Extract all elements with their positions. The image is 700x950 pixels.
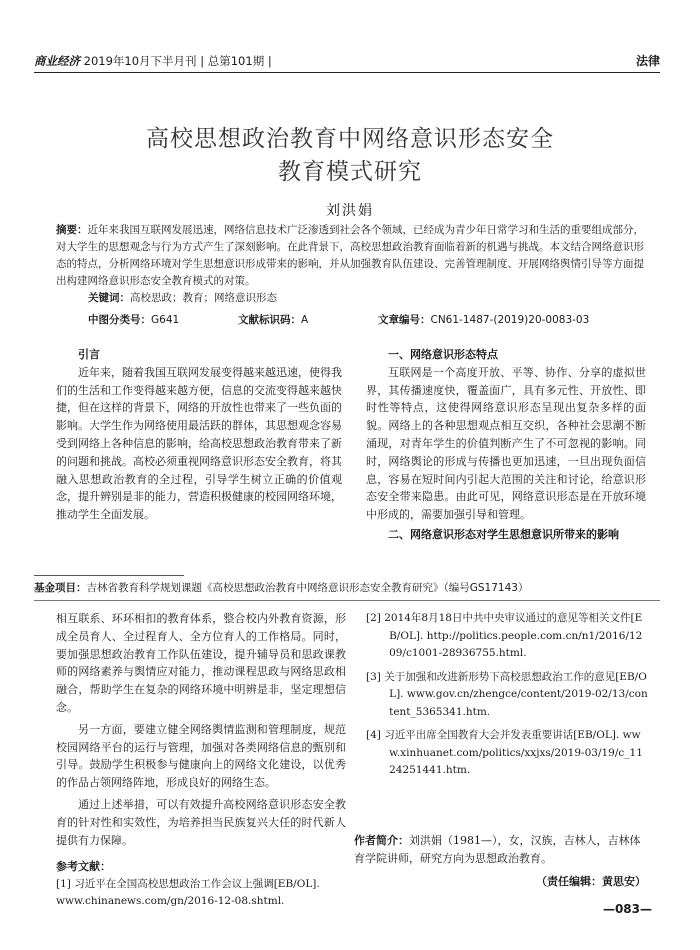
reference-item-2: [2] 2014年8月18日中共中央审议通过的意见等相关文件[EB/OL]. http://politics.people.com.cn/n1/2016/1209/c1001-28936755.html. xyxy=(366,612,643,659)
clc-number xyxy=(88,312,179,327)
article-title-line1: 高校思想政治教育中网络意识形态安全 xyxy=(146,126,554,152)
section1-paragraph: 互联网是一个高度开放、平等、协作、分享的虚拟世界，其传播速度快，覆盖面广，具有多元性、开放性、即时性等特点，这使得网络意识形态呈现出复杂多样的面貌。网络上的各种思想观点相互交织，各种社会思潮不断涌现，对青年学生的价值判断产生了不可忽视的影响。同时，网络舆论的形成与传播也更加迅速，一旦出现负面信息，容易在短时间内引起大范围的关注和讨论，给意识形态安全带来隐患。由此可见，网络意识形态是在开放环境中形成的，需要加强引导和管理。 xyxy=(366,365,646,522)
footnote-rule xyxy=(34,575,184,576)
article-author: 刘洪娟 xyxy=(326,203,374,219)
section1-column xyxy=(366,346,646,544)
document-code xyxy=(238,312,308,327)
header-rule xyxy=(34,72,660,73)
reference-item-1: [1] 习近平在全国高校思想政治工作会议上强调[EB/OL]. www.chinanews.com/gn/2016-12-08.shtml. xyxy=(56,878,320,907)
continued-paragraph-1: 相互联系、环环相扣的教育体系，整合校内外教育资源，形成全员育人、全过程育人、全方位育人的工作格局。同时，要加强思想政治教育工作队伍建设，提升辅导员和思政课教师的网络素养与舆情应对能力，推动课程思政与网络思政相融合，帮助学生在复杂的网络环境中明辨是非，坚定理想信念。 xyxy=(56,612,346,714)
fund-text: 吉林省教育科学规划课题《高校思想政治教育中网络意识形态安全教育研究》（编号GS17143） xyxy=(86,582,529,594)
editor-note: （责任编辑：黄思安） xyxy=(536,875,646,888)
reference-item-4: [4] 习近平出席全国教育大会并发表重要讲话[EB/OL]. www.xinhuanet.com/politics/xxjxs/2019-03/19/c_1124251441.htm. xyxy=(366,729,643,776)
article-title-line2: 教育模式研究 xyxy=(278,159,422,185)
references-title: 参考文献： xyxy=(56,860,111,873)
abstract xyxy=(56,222,644,290)
section2-heading: 二、网络意识形态对学生思想意识所带来的影响 xyxy=(388,527,619,541)
intro-heading: 引言 xyxy=(78,348,100,361)
abstract-text: 近年来我国互联网发展迅速，网络信息技术广泛渗透到社会各个领域，已经成为青少年日常学习和生活的重要组成部分，对大学生的思想观念与行为方式产生了深刻影响。在此背景下，高校思想政治教育面临着新的机遇与挑战。本文结合网络意识形态的特点，分析网络环境对学生思想意识形成带来的影响，并从加强教育队伍建设、完善管理制度、开展网络舆情引导等方面提出构建网络意识形态安全教育模式的对策。 xyxy=(56,224,644,287)
continued-paragraph-2: 另一方面，要建立健全网络舆情监测和管理制度，规范校园网络平台的运行与管理，加强对各类网络信息的甄别和引导。鼓励学生积极参与健康向上的网络文化建设，以优秀的作品占领网络阵地，形成良好的网络生态。 xyxy=(56,722,346,790)
intro-paragraph: 近年来，随着我国互联网发展变得越来越迅速，使得我们的生活和工作变得越来越方便，信息的交流变得越来越快捷，但在这样的背景下，网络的开放性也带来了一些负面的影响。大学生作为网络使用最活跃的群体，其思想观念容易受到网络上各种信息的影响，给高校思想政治教育带来了新的问题和挑战。高校必须重视网络意识形态安全教育，将其融入思想政治教育的全过程，引导学生树立正确的价值观念，提升辨别是非的能力，营造积极健康的校园网络环境，推动学生全面发展。 xyxy=(56,365,342,522)
journal-info xyxy=(34,53,272,69)
running-header xyxy=(34,50,660,70)
issue-info: 2019年10月下半月刊 | 总第101期 | xyxy=(83,54,272,68)
keywords-text: 高校思政；教育；网络意识形态 xyxy=(130,292,277,304)
clc-value: G641 xyxy=(151,314,180,326)
references-column xyxy=(366,610,648,786)
continued-paragraph-3: 通过上述举措，可以有效提升高校网络意识形态安全教育的针对性和实效性，为培养担当民族复兴大任的时代新人提供有力保障。 xyxy=(56,797,346,847)
intro-column xyxy=(56,346,342,524)
article-number xyxy=(378,312,589,327)
section-label: 法律 xyxy=(635,54,660,68)
author-bio xyxy=(354,832,648,867)
bio-text: 刘洪娟（1981—），女，汉族，吉林人，吉林体育学院讲师，研究方向为思想政治教育。 xyxy=(354,834,641,865)
journal-name: 商业经济 xyxy=(34,54,80,68)
fund-label: 基金项目： xyxy=(34,582,87,594)
clc-label: 中图分类号： xyxy=(88,314,151,326)
bio-label: 作者简介： xyxy=(354,834,409,847)
section1-heading: 一、网络意识形态特点 xyxy=(388,348,498,361)
page-divider xyxy=(34,600,660,601)
fund-note xyxy=(34,580,660,595)
keywords xyxy=(88,290,644,305)
page-number: —083— xyxy=(602,902,652,916)
article-no-value: CN61-1487-(2019)20-0083-03 xyxy=(430,314,590,326)
doc-code-value: A xyxy=(301,314,309,326)
continued-column xyxy=(56,610,346,853)
reference-item-3: [3] 关于加强和改进新形势下高校思想政治工作的意见[EB/OL]. www.gov.cn/zhengce/content/2019-02/13/content_5365341.htm. xyxy=(366,670,648,718)
doc-code-label: 文献标识码： xyxy=(238,314,301,326)
keywords-label: 关键词： xyxy=(88,292,130,304)
article-no-label: 文章编号： xyxy=(378,314,431,326)
abstract-label: 摘要： xyxy=(56,224,88,236)
